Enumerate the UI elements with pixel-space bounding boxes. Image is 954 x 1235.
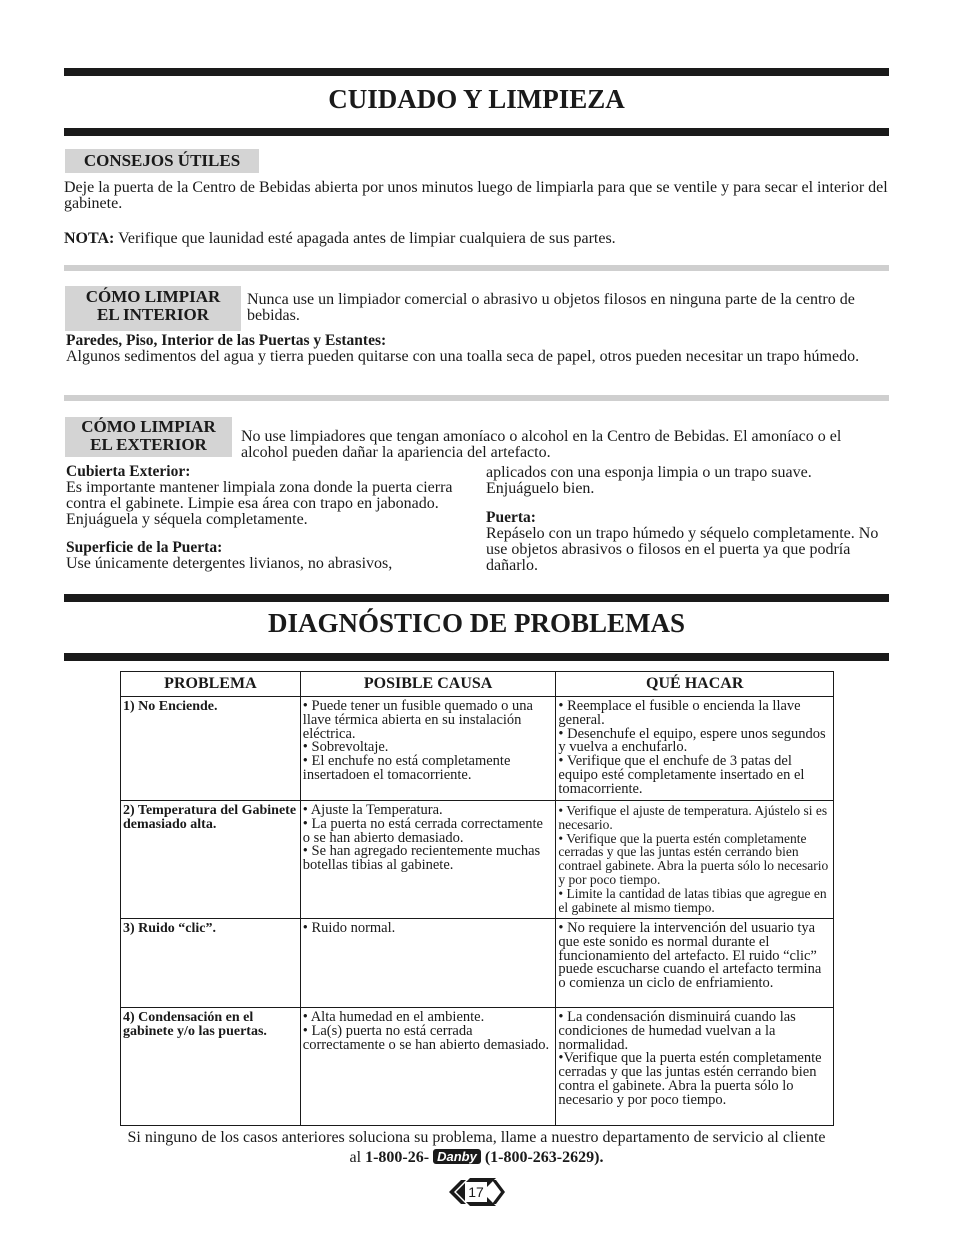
tips-text: Deje la puerta de la Centro de Bebidas abierta por unos minutos luego de limpiarla para que se ventile y para secar el interior del gabinete. (64, 179, 888, 212)
top-rule (64, 68, 889, 76)
surface-text: Use únicamente detergentes livianos, no abrasivos, (66, 555, 393, 572)
exterior-label (65, 417, 232, 457)
note-text: Verifique que launidad esté apagada antes de limpiar cualquiera de sus partes. (114, 230, 616, 247)
note-paragraph (64, 231, 889, 247)
action-cell: • Reemplace el fusible o encienda la llave general. • Desenchufe el equipo, espere unos segundos y vuelva a enchufarlo. • Verifique que el enchufe de 3 patas del equipo esté completamente insertado en el tomacorriente. (556, 697, 834, 801)
table-header-row (121, 672, 834, 697)
interior-label-line2: EL INTERIOR (97, 305, 209, 324)
cause-cell: • Alta humedad en el ambiente. • La(s) puerta no está cerrada correctamente o se han abierto demasiado. (300, 1008, 556, 1126)
cause-cell: • Ajuste la Temperatura. • La puerta no está cerrada correctamente o se han abierto demasiado. • Se han agregado recientemente muchas botellas tibias al gabinete. (300, 801, 556, 919)
note-label: NOTA: (64, 230, 115, 247)
cause-cell: • Ruido normal. (300, 919, 556, 1008)
diag-top-rule (64, 594, 889, 602)
tips-label: CONSEJOS ÚTILES (65, 149, 259, 173)
header-problem: PROBLEMA (121, 672, 301, 697)
cover-text: Es importante mantener limpiala zona donde la puerta cierra contra el gabinete. Limpie esa área con trapo en jabonado. Enjuáguela y séquela completamente. (66, 479, 453, 528)
problem-cell: 3) Ruido “clic”. (121, 919, 301, 1008)
walls-heading: Paredes, Piso, Interior de las Puertas y Estantes: (66, 332, 387, 349)
table-row (121, 801, 834, 919)
diag-title-rule (64, 653, 889, 661)
table-row (121, 697, 834, 801)
problem-cell: 1) No Enciende. (121, 697, 301, 801)
interior-label-line1: CÓMO LIMPIAR (85, 287, 221, 306)
exterior-divider (64, 395, 889, 401)
surface-continued: aplicados con una esponja limpia o un trapo suave. Enjuáguelo bien. (486, 464, 812, 497)
action-cell: • No requiere la intervención del usuario tya que este sonido es normal durante el funcionamiento del artefacto. El ruido “clic” puede escucharse cuando el artefacto termina o comienza un ciclo de enfriamiento. (556, 919, 834, 1008)
header-action: QUÉ HACAR (556, 672, 834, 697)
problem-cell: 4) Condensación en el gabinete y/o las puertas. (121, 1008, 301, 1126)
exterior-intro: No use limpiadores que tengan amoníaco o alcohol en la Centro de Bebidas. El amoníaco o el alcohol pueden dañar la apariencia del artefacto. (241, 428, 842, 461)
interior-label (65, 286, 241, 331)
care-title-rule (64, 128, 889, 136)
page-number-badge (446, 1172, 508, 1212)
care-title: CUIDADO Y LIMPIEZA (328, 84, 625, 114)
page-number: 17 (468, 1184, 484, 1200)
danby-logo: Danby (433, 1149, 481, 1164)
footer-phone-line (64, 1149, 889, 1166)
door-heading: Puerta: (486, 509, 536, 526)
header-cause: POSIBLE CAUSA (300, 672, 556, 697)
surface-heading: Superficie de la Puerta: (66, 539, 223, 556)
troubleshooting-table (120, 671, 834, 1126)
cover-heading: Cubierta Exterior: (66, 463, 191, 480)
interior-intro: Nunca use un limpiador comercial o abrasivo u objetos filosos en ninguna parte de la centro de bebidas. (247, 291, 855, 324)
door-text: Repáselo con un trapo húmedo y séquelo completamente. No use objetos abrasivos o filosos en el puerta ya que podría dañarlo. (486, 525, 879, 574)
action-cell: • La condensación disminuirá cuando las condiciones de humedad vuelvan a la normalidad. •Verifique que la puerta estén completamente cerradas y que las juntas estén cerrando bien contra el gabinete. Abra la puerta sólo lo necesario y por poco tiempo. (556, 1008, 834, 1126)
phone-prefix: 1-800-26- (365, 1149, 430, 1166)
footer-text: Si ninguno de los casos anteriores soluciona su problema, llame a nuestro departamento de servicio al cliente (127, 1129, 826, 1146)
exterior-label-line2: EL EXTERIOR (90, 435, 207, 454)
interior-divider (64, 265, 889, 271)
problem-cell: 2) Temperatura del Gabinete demasiado alta. (121, 801, 301, 919)
phone-full: (1-800-263-2629). (480, 1149, 604, 1166)
diag-title: DIAGNÓSTICO DE PROBLEMAS (267, 608, 686, 638)
footer-al: al (349, 1149, 366, 1166)
exterior-label-line1: CÓMO LIMPIAR (81, 417, 216, 436)
walls-text: Algunos sedimentos del agua y tierra pueden quitarse con una toalla seca de papel, otros pueden necesitar un trapo húmedo. (66, 348, 860, 365)
table-row (121, 919, 834, 1008)
cause-cell: • Puede tener un fusible quemado o una llave térmica abierta en su instalación eléctrica. • Sobrevoltaje. • El enchufe no está completamente insertadoen el tomacorriente. (300, 697, 556, 801)
action-cell: • Verifique el ajuste de temperatura. Ajústelo si es necesario. • Verifique que la puerta estén completamente cerradas y que las juntas estén cerrando bien contrael gabinete. Abra la puerta sólo lo necesario y por poco tiempo. • Limite la cantidad de latas tibias que agregue en el gabinete al mismo tiempo. (556, 801, 834, 919)
table-row (121, 1008, 834, 1126)
